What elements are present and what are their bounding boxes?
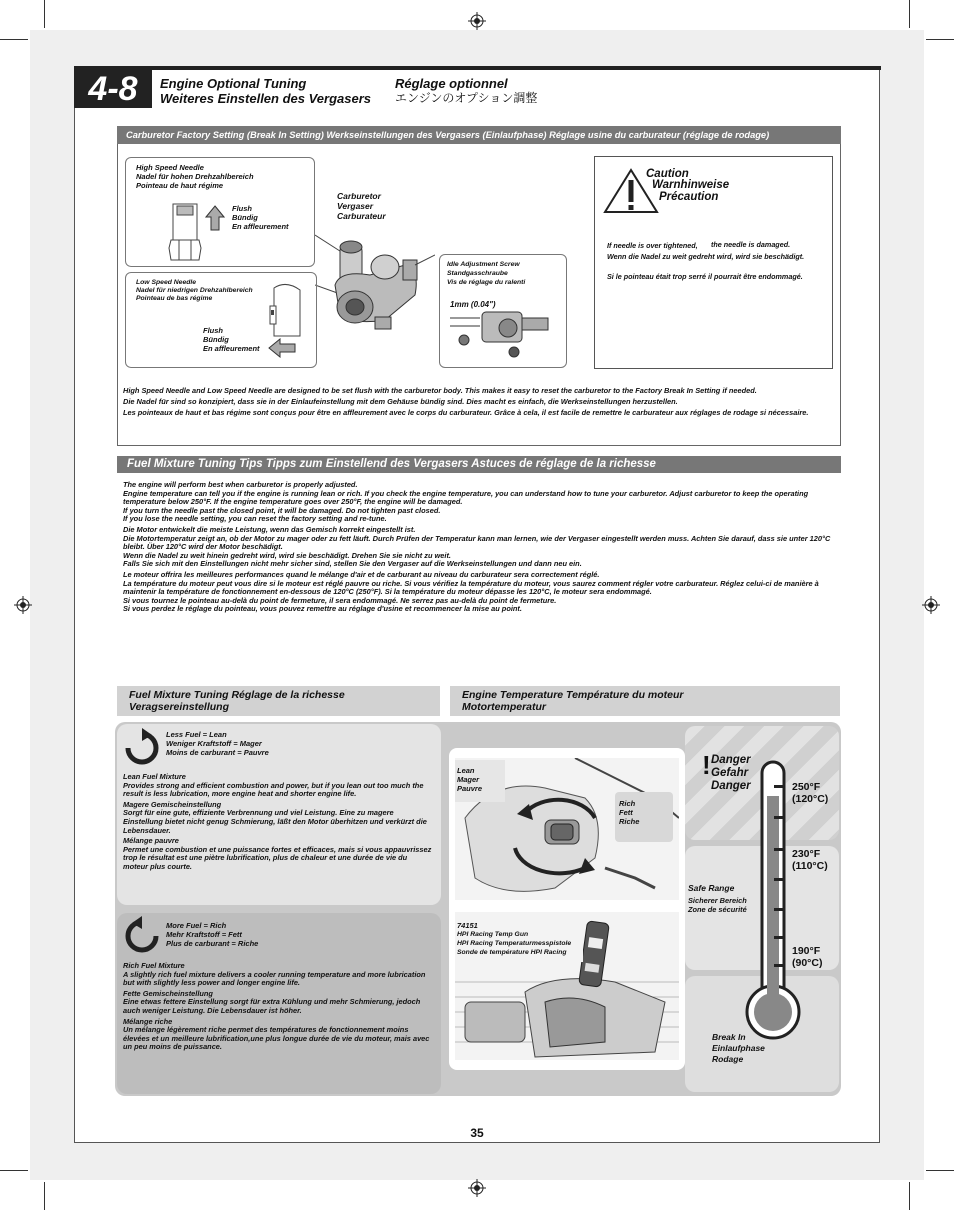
fmt-heading-line1: Fuel Mixture Tuning Réglage de la richesse <box>129 689 345 701</box>
carburetor-label-de: Vergaser <box>337 201 374 211</box>
thermo-tick <box>774 936 784 939</box>
caution-title-en: Caution <box>646 168 689 180</box>
registration-mark-icon <box>468 12 486 30</box>
crop-mark <box>926 1170 954 1171</box>
lean-text-block <box>123 773 433 872</box>
thermo-tick <box>774 848 784 851</box>
carb-note-de: Die Nadel für sind so konzipiert, dass sie in der Einlaufeinstellung mit dem Gehäuse bündig sind. Dies macht es einfach, die Werkseinstellungen herzustellen. <box>123 397 678 406</box>
carb-note-fr: Les pointeaux de haut et bas régime sont conçus pour être en affleurement avec le corps du carburateur. Grâce à cela, il est facile de remettre le carburateur aux réglages de rodage si nécessaire. <box>123 408 809 417</box>
ls-needle-label-en: Low Speed Needle <box>136 279 197 286</box>
temp-250-f: 250°F <box>792 781 821 793</box>
temp-gun-en: HPI Racing Temp Gun <box>457 931 529 938</box>
idle-label-de: Standgasschraube <box>447 270 508 277</box>
tips-fr-4: Si vous perdez le réglage du pointeau, vous pouvez remettre au réglage d'usine et recommencer la mise au point. <box>123 604 522 614</box>
lean-arrow-de: Weniger Kraftstoff = Mager <box>166 739 262 748</box>
lean-en-title: Lean Fuel Mixture <box>123 772 186 781</box>
idle-label-fr: Vis de réglage du ralenti <box>447 279 526 286</box>
caution-title-de: Warnhinweise <box>652 179 730 191</box>
fmt-heading-line2: Veragsereinstellung <box>129 701 229 713</box>
tips-fr-2: La température du moteur peut vous dire si le moteur est réglé pauvre ou riche. Si vous vérifiez la température du moteur, vous saurez comment régler votre carburateur. Réglez celui-ci de manière à maintenir la température de fonctionnement en-dessous de 120°C (250°F). Si la température du moteur dépasse les 120°C, le moteur sera endommagé. <box>123 578 819 597</box>
up-arrow-icon <box>205 205 225 231</box>
rich-arrow-de: Mehr Kraftstoff = Fett <box>166 930 242 939</box>
ls-needle-icon <box>266 280 306 340</box>
rich-en-text: A slightly rich fuel mixture delivers a cooler running temperature and more lubrication but with slightly less power and longer engine life. <box>123 969 426 988</box>
idle-gap-label: 1mm (0.04") <box>450 300 496 309</box>
photo-rich-fr: Riche <box>619 817 640 826</box>
temp-heading-line2: Motortemperatur <box>462 701 547 713</box>
page-number: 35 <box>470 1126 484 1140</box>
caution-title-fr: Précaution <box>659 191 719 203</box>
title-de: Weiteres Einstellen des Vergasers <box>160 91 371 106</box>
lean-arrow-fr: Moins de carburant = Pauvre <box>166 748 269 757</box>
danger-label-fr: Danger <box>711 780 751 792</box>
flush-label-en: Flush <box>232 204 252 213</box>
crop-mark <box>926 39 954 40</box>
thermo-tick <box>774 878 784 881</box>
rich-fr-title: Mélange riche <box>123 1016 173 1026</box>
title-jp: エンジンのオプション調整 <box>395 91 538 105</box>
tips-en-3: If you turn the needle past the closed point, it will be damaged. Do not tighten past closed. <box>123 505 441 515</box>
temp-heading <box>450 686 840 716</box>
counterclockwise-arrow-icon <box>122 916 162 956</box>
temp-230-f: 230°F <box>792 848 821 860</box>
rich-en-title: Rich Fuel Mixture <box>123 961 185 970</box>
temp-gun-de: HPI Racing Temperaturmesspistole <box>457 940 572 947</box>
photo-lean-en: Lean <box>457 766 475 775</box>
lean-de-text: Sorgt für eine gute, effiziente Verbrennung und viel Leistung. Eine zu magere Einstellung bietet nicht genug Schmierung, läßt den Motor überhitzen und verkürzt die Lebensdauer. <box>123 808 427 835</box>
rich-fr-text: Un mélange légèrement riche permet des températures de fonctionnement moins élevées et un meilleure lubrification,une plus longue durée de vie du moteur, mais avec un peu moins de puissance. <box>123 1025 430 1052</box>
flush-label-fr: En affleurement <box>232 222 289 231</box>
flush2-label-en: Flush <box>203 326 223 335</box>
temp-230-c: (110°C) <box>792 860 828 872</box>
hs-needle-label-fr: Pointeau de haut régime <box>136 181 224 190</box>
hs-needle-label-en: High Speed Needle <box>136 163 204 172</box>
top-rule <box>74 66 881 70</box>
left-arrow-icon <box>268 338 296 358</box>
title-fr: Réglage optionnel <box>395 76 508 91</box>
safe-range-de: Sicherer Bereich <box>688 896 747 905</box>
temp-gun-code: 74151 <box>457 921 478 930</box>
tips-de-1: Die Motor entwickelt die meiste Leistung, wenn das Gemisch korrekt eingestellt ist. <box>123 524 416 534</box>
danger-label-de: Gefahr <box>711 767 749 779</box>
hs-needle-label-de: Nadel für hohen Drehzahlbereich <box>136 172 254 181</box>
registration-mark-icon <box>468 1179 486 1197</box>
breakin-fr: Rodage <box>712 1054 744 1064</box>
caution-text-fr: Si le pointeau était trop serré il pourrait être endommagé. <box>607 272 803 281</box>
crop-mark <box>44 0 45 28</box>
thermo-tick <box>774 816 784 819</box>
tips-fr-1: Le moteur offrira les meilleures performances quand le mélange d'air et de carburant au niveau du carburateur sera correctement réglé. <box>123 569 600 579</box>
temp-190-f: 190°F <box>792 945 821 957</box>
rich-de-title: Fette Gemischeinstellung <box>123 988 213 998</box>
thermo-tick <box>774 908 784 911</box>
photo-rich-de: Fett <box>619 808 633 817</box>
thermo-tick <box>774 785 784 788</box>
lean-en-text: Provides strong and efficient combustion and power, but if you lean out too much the result is less lubrication, more engine heat and shorter engine life. <box>123 780 424 799</box>
temp-250-c: (120°C) <box>792 793 829 805</box>
caution-text-en-a: If needle is over tightened, <box>607 241 698 250</box>
breakin-de: Einlaufphase <box>712 1043 765 1053</box>
thermo-tick <box>774 964 784 967</box>
registration-mark-icon <box>14 596 32 614</box>
tips-de-2: Die Motortemperatur zeigt an, ob der Motor zu mager oder zu fett läuft. Durch Prüfen der Temperatur kann man lernen, wie der Vergaser eingestellt werden muss. Achten Sie darauf, dass sie unter 120°C bleibt. Über 120°C wird der Motor beschädigt. <box>123 533 831 552</box>
tips-de-3: Wenn die Nadel zu weit hinein gedreht wird, wird sie beschädigt. Drehen Sie sie nicht zu weit. <box>123 550 451 560</box>
rich-text-block <box>123 962 433 1052</box>
lean-de-title: Magere Gemischeinstellung <box>123 799 222 809</box>
rich-arrow-fr: Plus de carburant = Riche <box>166 939 259 948</box>
photo-rich-en: Rich <box>619 799 636 808</box>
temp-gun-fr: Sonde de température HPI Racing <box>457 949 567 956</box>
title-en: Engine Optional Tuning <box>160 76 307 91</box>
lean-fr-text: Permet une combustion et une puissance fortes et efficaces, mais si vous appauvrissez trop le résultat est une piètre lubrification, plus de chaleur et une durée de vie du moteur plus courte. <box>123 844 432 871</box>
breakin-en: Break In <box>712 1032 746 1042</box>
ls-needle-label-de: Nadel für niedrigen Drehzahlbereich <box>136 287 253 294</box>
registration-mark-icon <box>922 596 940 614</box>
safe-range-fr: Zone de sécurité <box>688 905 747 914</box>
flush2-label-fr: En affleurement <box>203 344 260 353</box>
tips-en-2: Engine temperature can tell you if the engine is running lean or rich. If you check the engine temperature, you can understand how to tune your carburetor. Adjust carburetor to keep the operating temperature below 250°F. If the engine temperature goes over 250°F, the engine will be damaged. <box>123 488 809 507</box>
flush-label-de: Bündig <box>232 213 258 222</box>
rich-arrow-en: More Fuel = Rich <box>166 921 227 930</box>
fmt-heading <box>117 686 440 716</box>
crop-mark <box>44 1182 45 1210</box>
tips-de-4: Falls Sie sich mit den Einstellungen nicht mehr sicher sind, stellen Sie den Vergaser auf die Werkseinstellungen und dann neu ein. <box>123 559 582 569</box>
lean-fr-title: Mélange pauvre <box>123 836 179 846</box>
clockwise-arrow-icon <box>122 728 162 768</box>
carburetor-label-en: Carburetor <box>337 191 381 201</box>
danger-label-en: Danger <box>711 754 751 766</box>
crop-mark <box>909 0 910 28</box>
hs-needle-icon <box>165 200 205 264</box>
crop-mark <box>909 1182 910 1210</box>
tips-heading: Fuel Mixture Tuning Tips Tipps zum Einstellend des Vergasers Astuces de réglage de la richesse <box>117 456 841 473</box>
temp-heading-line1: Engine Temperature Température du moteur <box>462 689 684 701</box>
lean-arrow-en: Less Fuel = Lean <box>166 730 227 739</box>
tips-fr-3: Si vous tournez le pointeau au-delà du point de fermeture, il sera endommagé. Ne serrez pas au-delà du point de fermeture. <box>123 595 557 605</box>
carb-section-heading: Carburetor Factory Setting (Break In Setting) Werkseinstellungen des Vergasers (Einlaufphase) Réglage usine du carburateur (réglage de rodage) <box>117 126 841 144</box>
flush2-label-de: Bündig <box>203 335 229 344</box>
caution-text-de: Wenn die Nadel zu weit gedreht wird, wird sie beschädigt. <box>607 252 805 261</box>
safe-range-en: Safe Range <box>688 883 735 893</box>
caution-text-en-b: the needle is damaged. <box>711 240 791 249</box>
idle-screw-illustration <box>450 310 560 362</box>
carburetor-label-fr: Carburateur <box>337 211 386 221</box>
ls-needle-label-fr: Pointeau de bas régime <box>136 295 213 302</box>
photo-lean-fr: Pauvre <box>457 784 483 793</box>
rich-de-text: Eine etwas fettere Einstellung sorgt für extra Kühlung und mehr Schmierung, jedoch auch weniger Leistung. Die Lebensdauer ist höher. <box>123 997 421 1015</box>
tips-en-4: If you lose the needle setting, you can reset the factory setting and re-tune. <box>123 514 387 524</box>
crop-mark <box>0 1170 28 1171</box>
carb-note-en: High Speed Needle and Low Speed Needle are designed to be set flush with the carburetor body. This makes it easy to reset the carburetor to the Factory Break In Setting if needed. <box>123 386 757 395</box>
tips-en-1: The engine will perform best when carburetor is properly adjusted. <box>123 480 358 489</box>
temp-190-c: (90°C) <box>792 957 823 969</box>
idle-label-en: Idle Adjustment Screw <box>447 261 520 268</box>
crop-mark <box>0 39 28 40</box>
step-number: 4-8 <box>74 70 152 108</box>
tips-text-block <box>123 481 835 614</box>
danger-exclamation-icon: ! <box>702 750 711 780</box>
photo-lean-de: Mager <box>457 775 480 784</box>
carburetor-illustration <box>315 225 435 340</box>
